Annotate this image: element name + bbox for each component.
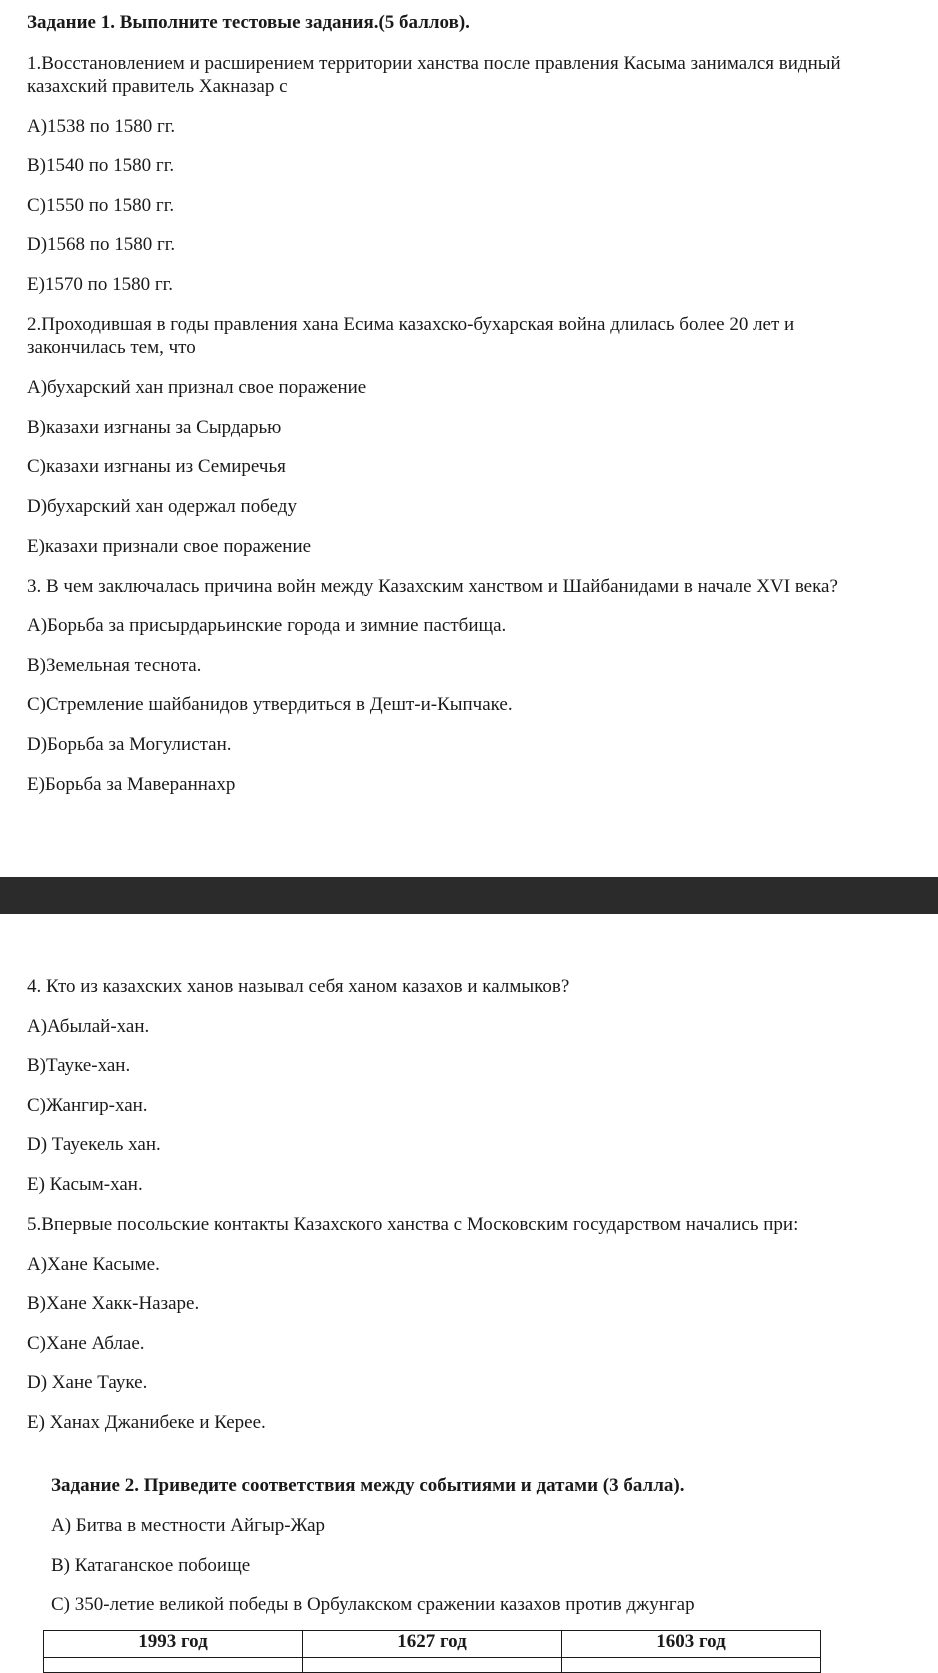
- question-2-option-d: D)бухарский хан одержал победу: [27, 496, 297, 517]
- question-3-option-d: D)Борьба за Могулистан.: [27, 734, 232, 755]
- task1-heading: Задание 1. Выполните тестовые задания.(5 баллов).: [27, 12, 470, 33]
- dates-table: [43, 1630, 821, 1673]
- answer-cell-1993[interactable]: [44, 1658, 303, 1673]
- question-4-option-b: B)Тауке-хан.: [27, 1055, 131, 1076]
- question-1-option-e: E)1570 по 1580 гг.: [27, 274, 174, 295]
- question-3-option-c: C)Стремление шайбанидов утвердиться в Дешт-и-Кыпчаке.: [27, 694, 513, 715]
- answer-cell-1603[interactable]: [562, 1658, 821, 1673]
- question-4-text: 4. Кто из казахских ханов называл себя ханом казахов и калмыков?: [27, 976, 570, 997]
- dates-table-answer-row: [44, 1658, 821, 1673]
- answer-cell-1627[interactable]: [303, 1658, 562, 1673]
- question-1-text-line-1: 1.Восстановлением и расширением территории ханства после правления Касыма занимался видный: [27, 53, 841, 74]
- question-5-option-e: E) Ханах Джанибеке и Керее.: [27, 1412, 266, 1433]
- question-4-option-d: D) Тауекель хан.: [27, 1134, 161, 1155]
- question-4-option-e: E) Касым-хан.: [27, 1174, 143, 1195]
- question-3-option-b: B)Земельная теснота.: [27, 655, 202, 676]
- task2-event-b: B) Катаганское побоище: [51, 1555, 251, 1576]
- page-divider-bar: [0, 877, 938, 914]
- date-header-1993: 1993 год: [44, 1631, 303, 1658]
- question-4-option-a: A)Абылай-хан.: [27, 1016, 150, 1037]
- question-5-option-c: C)Хане Аблае.: [27, 1333, 145, 1354]
- question-1-option-b: B)1540 по 1580 гг.: [27, 155, 175, 176]
- question-3-option-a: A)Борьба за присырдарьинские города и зимние пастбища.: [27, 615, 507, 636]
- question-3-text: 3. В чем заключалась причина войн между Казахским ханством и Шайбанидами в начале XVI века?: [27, 576, 838, 597]
- question-5-option-d: D) Хане Тауке.: [27, 1372, 148, 1393]
- question-2-option-e: E)казахи признали свое поражение: [27, 536, 312, 557]
- question-2-option-c: C)казахи изгнаны из Семиречья: [27, 456, 286, 477]
- question-1-text-line-2: казахский правитель Хакназар с: [27, 76, 288, 97]
- date-header-1627: 1627 год: [303, 1631, 562, 1658]
- task2-heading: Задание 2. Приведите соответствия между событиями и датами (3 балла).: [51, 1475, 685, 1496]
- question-2-text-line-2: закончилась тем, что: [27, 337, 196, 358]
- question-1-option-d: D)1568 по 1580 гг.: [27, 234, 176, 255]
- question-1-option-c: C)1550 по 1580 гг.: [27, 195, 175, 216]
- question-5-text: 5.Впервые посольские контакты Казахского ханства с Московским государством начались при:: [27, 1214, 799, 1235]
- question-2-option-b: B)казахи изгнаны за Сырдарью: [27, 417, 282, 438]
- question-3-option-e: E)Борьба за Мавераннахр: [27, 774, 236, 795]
- date-header-1603: 1603 год: [562, 1631, 821, 1658]
- question-5-option-a: A)Хане Касыме.: [27, 1254, 160, 1275]
- task2-event-a: A) Битва в местности Айгыр-Жар: [51, 1515, 326, 1536]
- task2-event-c: C) 350-летие великой победы в Орбулакском сражении казахов против джунгар: [51, 1594, 695, 1615]
- question-4-option-c: C)Жангир-хан.: [27, 1095, 148, 1116]
- question-2-text-line-1: 2.Проходившая в годы правления хана Есима казахско-бухарская война длилась более 20 лет и: [27, 314, 795, 335]
- question-2-option-a: A)бухарский хан признал свое поражение: [27, 377, 367, 398]
- question-5-option-b: B)Хане Хакк-Назаре.: [27, 1293, 200, 1314]
- dates-table-header-row: [44, 1631, 821, 1658]
- question-1-option-a: A)1538 по 1580 гг.: [27, 116, 176, 137]
